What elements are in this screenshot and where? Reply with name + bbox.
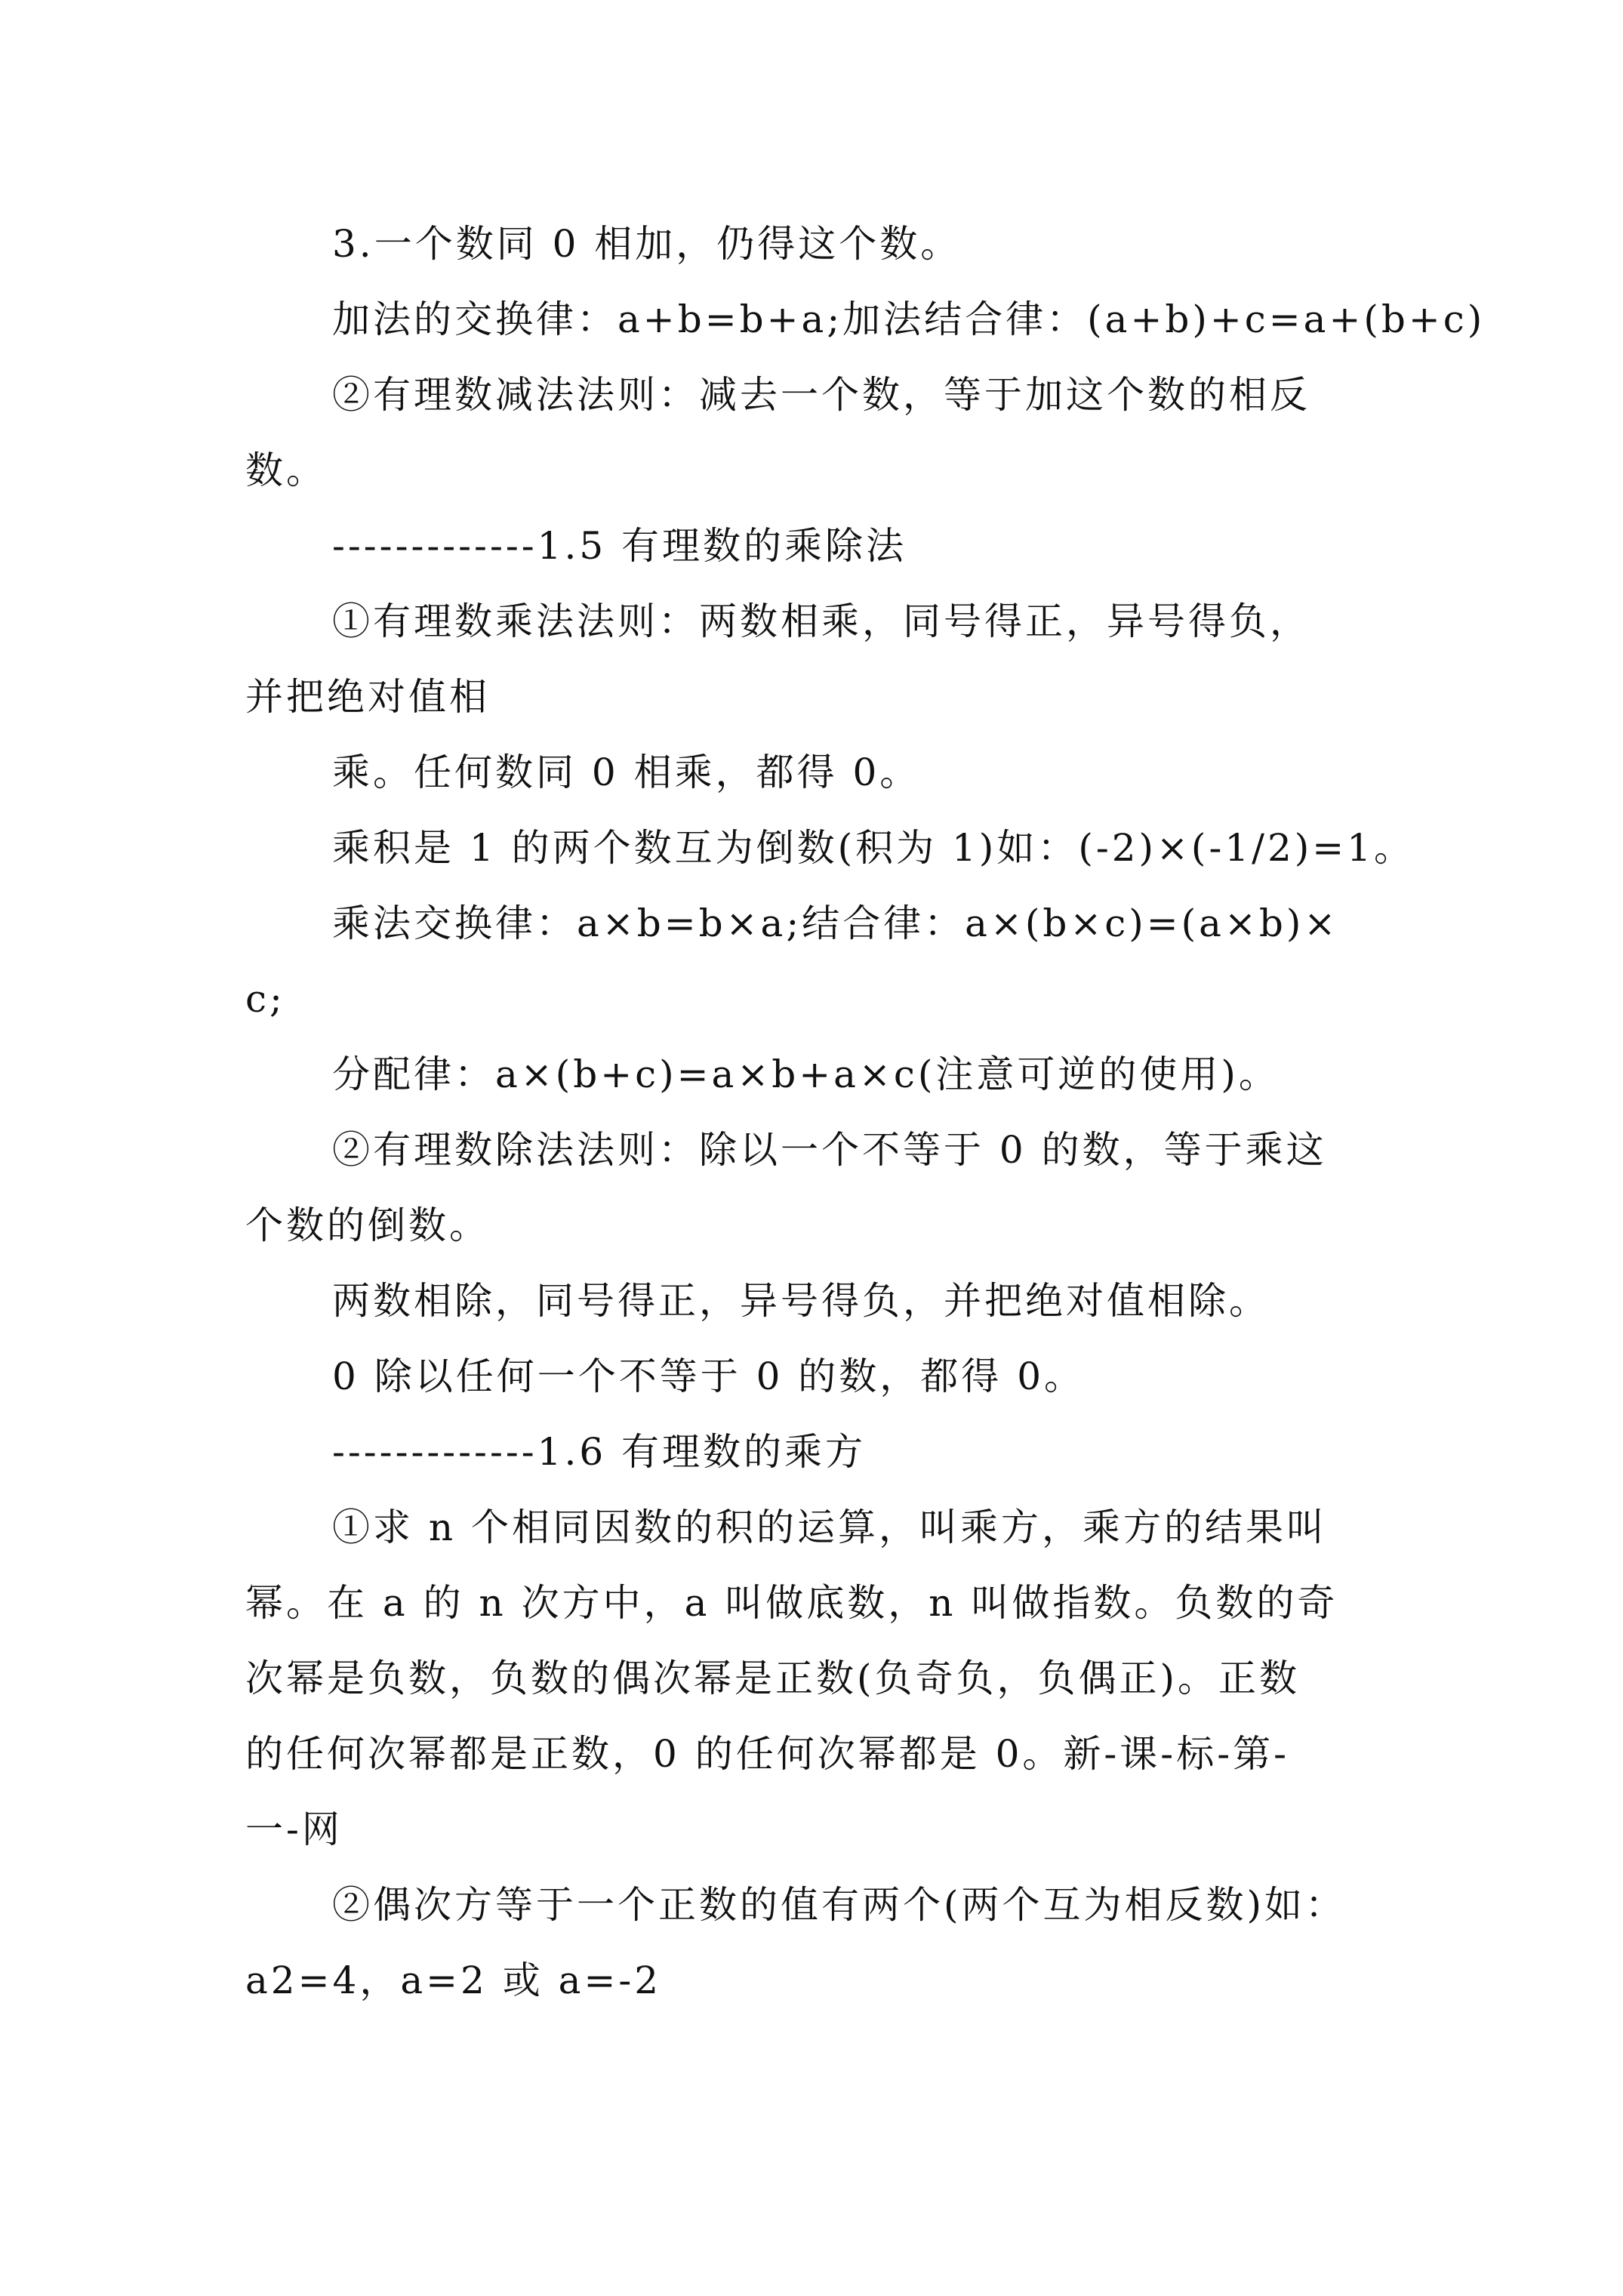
text-line-4: 数。 [245,448,327,492]
text-line-7: 并把绝对值相 [245,675,490,719]
text-line-2: 加法的交换律：a+b=b+a;加法结合律：(a+b)+c=a+(b+c) [332,297,1486,341]
text-line-1: 3.一个数同 0 相加，仍得这个数。 [332,222,962,266]
text-line-21: 的任何次幂都是正数，0 的任何次幂都是 0。新-课-标-第- [245,1732,1289,1776]
text-line-10: 乘法交换律：a×b=b×a;结合律：a×(b×c)=(a×b)× [332,901,1339,945]
text-line-18: ①求 n 个相同因数的积的运算，叫乘方，乘方的结果叫 [332,1505,1327,1549]
text-line-9: 乘积是 1 的两个数互为倒数(积为 1)如：(-2)×(-1/2)=1。 [332,826,1415,870]
text-line-13: ②有理数除法法则：除以一个不等于 0 的数，等于乘这 [332,1128,1327,1172]
text-line-8: 乘。任何数同 0 相乘，都得 0。 [332,750,921,794]
text-line-12: 分配律：a×(b+c)=a×b+a×c(注意可逆的使用)。 [332,1052,1280,1096]
text-line-20: 次幂是负数，负数的偶次幂是正数(负奇负，负偶正)。正数 [245,1657,1301,1700]
text-line-22: 一-网 [245,1808,343,1851]
text-line-24: a2=4，a=2 或 a=-2 [245,1959,662,2002]
text-line-3: ②有理数减法法则：减去一个数，等于加这个数的相反 [332,373,1310,417]
text-line-11: c; [245,977,285,1021]
section-heading-1-5: -------------1.5 有理数的乘除法 [332,524,907,568]
section-heading-1-6: -------------1.6 有理数的乘方 [332,1430,867,1474]
text-line-19: 幂。在 a 的 n 次方中，a 叫做底数，n 叫做指数。负数的奇 [245,1581,1338,1625]
text-line-23: ②偶次方等于一个正数的值有两个(两个互为相反数)如： [332,1883,1347,1927]
text-line-14: 个数的倒数。 [245,1203,490,1247]
text-line-15: 两数相除，同号得正，异号得负，并把绝对值相除。 [332,1279,1270,1323]
text-line-16: 0 除以任何一个不等于 0 的数，都得 0。 [332,1354,1086,1398]
text-line-6: ①有理数乘法法则：两数相乘，同号得正，异号得负， [332,599,1310,643]
